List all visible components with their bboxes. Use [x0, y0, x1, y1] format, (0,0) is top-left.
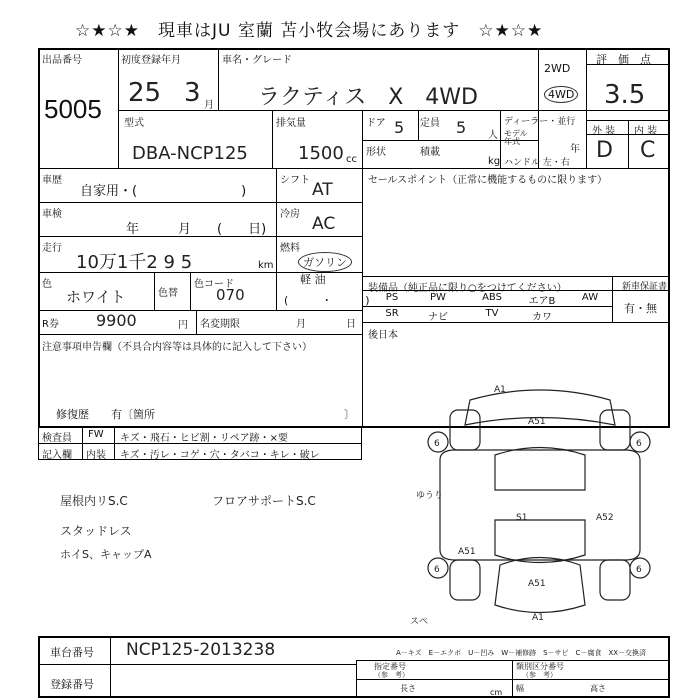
- interior-label: 内 装: [634, 126, 658, 137]
- diag-label-11: A1: [532, 613, 544, 623]
- diag-label-12: A1: [494, 385, 506, 395]
- warranty-value: 有・無: [624, 302, 657, 315]
- registration-label: 登録番号: [50, 678, 94, 691]
- equip-pw: PW: [430, 292, 446, 303]
- displacement-label: 排気量: [276, 118, 306, 129]
- color-change-label: 色替: [158, 288, 178, 299]
- diag-label-1: 6: [434, 439, 440, 449]
- fuel-paren: ( ・ ): [284, 294, 370, 307]
- history-label: 車歴: [42, 175, 62, 186]
- color-value: ホワイト: [66, 288, 126, 306]
- equip-tv: TV: [485, 308, 499, 319]
- remark-2: フロアサポートS.C: [212, 494, 316, 508]
- diag-label-8: A52: [596, 513, 614, 523]
- inspector-label: 検査員: [42, 433, 72, 444]
- shift-value: AT: [312, 180, 333, 200]
- equip-ps: PS: [385, 292, 399, 303]
- header-banner: ☆★☆★ 現車はJU 室蘭 苫小牧会場にあります ☆★☆★: [75, 21, 544, 41]
- shift-label: シフト: [280, 175, 310, 186]
- sales-point-label: セールスポイント（正常に機能するものに限ります）: [368, 175, 608, 186]
- history-value: 自家用・( ): [80, 184, 247, 199]
- drive-4wd: 4WD: [544, 86, 578, 103]
- car-name-label: 車名・グレード: [222, 55, 292, 66]
- first-reg-year: 25: [128, 78, 162, 108]
- aircon-value: AC: [312, 214, 336, 234]
- first-reg-label: 初度登録年月: [121, 55, 181, 66]
- color-code: 070: [216, 286, 245, 304]
- fuel-options: 軽 油: [300, 273, 326, 286]
- chassis-label: 車台番号: [50, 646, 94, 659]
- equip-abs: ABS: [482, 292, 502, 303]
- repair-close: 〕: [344, 408, 355, 421]
- exterior-value: D: [596, 138, 613, 163]
- inspector-fw-items: キズ・飛石・ヒビ割・リペア跡・×要: [120, 433, 288, 444]
- damage-diagram: [410, 380, 670, 630]
- diag-label-10: A51: [528, 579, 546, 589]
- fuel-label: 燃料: [280, 243, 300, 254]
- diag-label-5: ゆうり: [416, 491, 444, 501]
- warranty-label: 新車保証書: [622, 282, 668, 292]
- remark-3: スタッドレス: [60, 524, 132, 538]
- mileage-label: 走行: [42, 243, 62, 254]
- load-label: 積載: [420, 147, 440, 158]
- damage-legend: A－キズ E－エクボ U－凹み W－補修跡 S－サビ C－腐食 XX－交換済: [396, 649, 647, 657]
- capacity-value: 5: [456, 118, 467, 137]
- score-label: 評 価 点: [596, 53, 651, 66]
- car-name-value: ラクティス X 4WD: [258, 85, 479, 110]
- model-year-label: モデル年式: [504, 129, 528, 146]
- mileage-value: 10万1千2 9 5: [76, 252, 193, 273]
- lot-number: 5005: [44, 94, 102, 124]
- inspector-fw: FW: [88, 429, 104, 440]
- equip-navi: ナビ: [428, 312, 448, 323]
- length-cm: cm: [490, 688, 503, 697]
- rear-seat-label: 後日本: [368, 330, 398, 341]
- diag-label-9: A51: [458, 547, 476, 557]
- drive-2wd: 2WD: [544, 62, 571, 75]
- equip-aw: AW: [581, 292, 599, 303]
- first-reg-month-unit: 月: [204, 100, 214, 111]
- diag-label-13: スペ: [410, 617, 429, 627]
- interior-value: C: [640, 138, 656, 163]
- aircon-label: 冷房: [280, 209, 300, 220]
- class-ref: （参 考）: [522, 671, 557, 679]
- doors-label: ドア: [366, 118, 386, 129]
- doors-value: 5: [394, 118, 405, 137]
- displacement-unit: cc: [346, 154, 357, 165]
- designated-ref: （参 考）: [374, 671, 409, 679]
- equipment-label: 装備品（純正品に限り○をつけてください）: [368, 283, 567, 294]
- diag-label-2: 6: [636, 439, 642, 449]
- capacity-unit: 人: [488, 130, 498, 141]
- load-unit: kg: [488, 156, 501, 167]
- inspection-value: 年 月 ( 日): [126, 222, 267, 237]
- equip-sr: SR: [385, 308, 399, 319]
- mileage-unit: km: [258, 260, 274, 271]
- chassis-value: NCP125-2013238: [126, 640, 276, 660]
- name-change-label: 名変期限: [200, 319, 240, 330]
- model-value: DBA-NCP125: [132, 143, 248, 164]
- color-code-label: 色コード: [194, 279, 234, 290]
- ticket-value: 9900: [96, 311, 137, 330]
- name-change-value: 月 日: [296, 319, 356, 330]
- height-label: 高さ: [590, 684, 606, 693]
- handle-label: ハンドル 左・右: [504, 158, 570, 168]
- diag-label-4: 6: [636, 565, 642, 575]
- color-label: 色: [42, 279, 52, 290]
- diag-label-6: A51: [528, 417, 546, 427]
- remark-1: 屋根内リS.C: [60, 494, 128, 508]
- remark-4: ホイS、キャップA: [60, 548, 152, 561]
- width-label: 幅: [516, 684, 524, 693]
- score-value: 3.5: [604, 80, 646, 110]
- model-year-unit: 年: [570, 144, 580, 155]
- first-reg-month: 3: [184, 78, 201, 108]
- diag-label-3: 6: [434, 565, 440, 575]
- repair-label: 修復歴 有〔箇所: [56, 408, 155, 421]
- designated-label: 指定番号: [374, 662, 406, 671]
- class-label: 類別区分番号: [516, 662, 564, 671]
- entry-in: 内装: [86, 450, 106, 461]
- dealer-label: ディーラー・並行: [504, 117, 576, 127]
- notes-label: 注意事項申告欄（不具合内容等は具体的に記入して下さい）: [42, 342, 312, 353]
- diag-label-7: S1: [516, 513, 528, 523]
- equip-leather: カワ: [532, 312, 552, 323]
- shape-label: 形状: [366, 147, 386, 158]
- equip-airbag: エアB: [528, 296, 556, 307]
- ticket-label: R券: [42, 319, 59, 330]
- exterior-label: 外 装: [592, 126, 616, 137]
- capacity-label: 定員: [420, 118, 440, 129]
- entry-label: 記入欄: [42, 450, 72, 461]
- ticket-unit: 円: [178, 320, 188, 331]
- fuel-value: ガソリン: [298, 252, 352, 272]
- inspection-label: 車検: [42, 209, 62, 220]
- entry-in-items: キズ・汚レ・コゲ・穴・タバコ・キレ・破レ: [120, 450, 320, 461]
- model-label: 型式: [124, 118, 144, 129]
- lot-label: 出品番号: [42, 55, 82, 66]
- length-label: 長さ: [400, 684, 416, 693]
- displacement-value: 1500: [298, 143, 344, 164]
